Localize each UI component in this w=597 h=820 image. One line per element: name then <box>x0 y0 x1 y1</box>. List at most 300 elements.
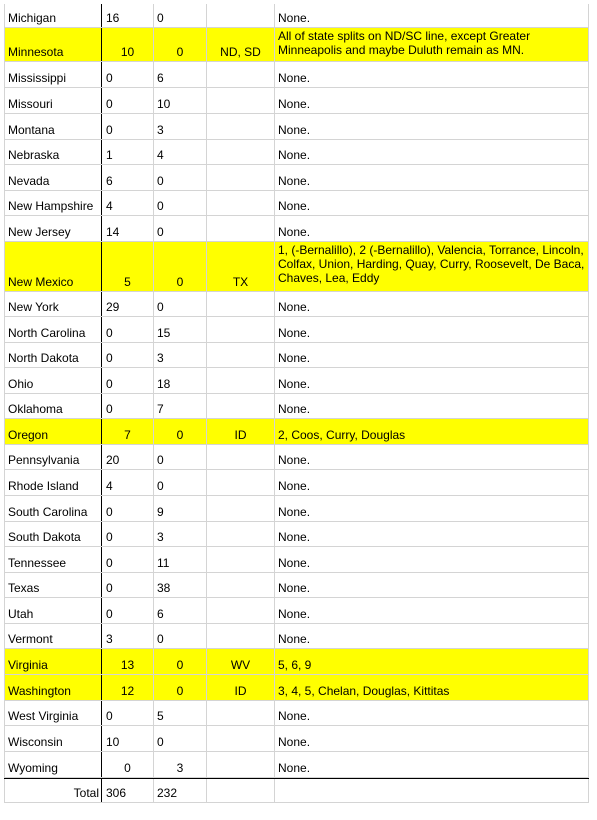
value-b-cell-text: 18 <box>157 377 171 391</box>
note-cell-text: None. <box>278 479 311 493</box>
value-a-cell-text: 5 <box>124 275 131 289</box>
value-b-cell[interactable] <box>153 191 206 215</box>
to-state-cell-text: WV <box>230 658 251 672</box>
state-cell-text: Minnesota <box>8 45 64 59</box>
value-a-cell-text: 12 <box>120 684 135 698</box>
note-cell[interactable] <box>274 343 589 367</box>
state-cell[interactable] <box>4 88 101 113</box>
value-a-cell[interactable] <box>101 394 153 418</box>
to-state-cell[interactable] <box>206 368 274 393</box>
value-b-cell[interactable] <box>153 368 206 393</box>
note-cell-text: None. <box>278 505 311 519</box>
state-cell-text: Washington <box>8 684 71 698</box>
value-b-cell[interactable] <box>153 598 206 623</box>
note-cell-text: All of state splits on ND/SC line, except Greater Minneapolis and maybe Duluth remain as MN. <box>278 29 531 57</box>
state-cell-text: Oklahoma <box>8 402 63 416</box>
value-a-cell[interactable] <box>101 114 153 139</box>
note-cell-text: None. <box>278 402 311 416</box>
value-b-cell[interactable] <box>153 522 206 546</box>
note-cell-text: 5, 6, 9 <box>278 658 312 672</box>
value-a-cell-text: 7 <box>124 428 131 442</box>
table-row <box>4 522 589 547</box>
value-a-cell[interactable] <box>101 649 153 674</box>
value-b-cell-text: 3 <box>157 351 164 365</box>
note-cell-text: None. <box>278 453 311 467</box>
total-b-cell-text: 232 <box>157 786 178 800</box>
value-b-cell[interactable] <box>153 216 206 241</box>
state-cell[interactable] <box>4 343 101 367</box>
to-state-cell[interactable] <box>206 675 274 700</box>
value-b-cell-text: 0 <box>176 275 184 289</box>
note-cell-text: None. <box>278 199 311 213</box>
value-a-cell-text: 0 <box>124 761 131 775</box>
value-b-cell[interactable] <box>153 701 206 725</box>
note-cell[interactable] <box>274 4 589 27</box>
state-cell-text: Rhode Island <box>8 479 79 493</box>
value-b-cell[interactable] <box>153 726 206 751</box>
to-state-cell-text: ID <box>234 428 247 442</box>
value-b-cell-text: 0 <box>157 225 164 239</box>
note-cell-text: None. <box>278 326 311 340</box>
state-cell-text: Wyoming <box>8 761 58 775</box>
value-a-cell[interactable] <box>101 547 153 572</box>
value-a-cell-text: 20 <box>106 453 120 467</box>
note-cell[interactable] <box>274 445 589 469</box>
state-cell-text: Missouri <box>8 97 53 111</box>
note-cell[interactable] <box>274 292 589 316</box>
value-b-cell[interactable] <box>153 470 206 495</box>
to-state-cell[interactable] <box>206 242 274 291</box>
value-a-cell[interactable] <box>101 419 153 444</box>
state-cell-text: South Dakota <box>8 530 81 544</box>
total-a-cell-text: 306 <box>106 786 127 800</box>
value-a-cell-text: 0 <box>106 351 113 365</box>
value-a-cell[interactable] <box>101 598 153 623</box>
state-cell[interactable] <box>4 114 101 139</box>
value-b-cell[interactable] <box>153 547 206 572</box>
total-b-cell[interactable] <box>153 779 206 802</box>
value-a-cell[interactable] <box>101 317 153 342</box>
value-b-cell-text: 0 <box>157 735 164 749</box>
table-row <box>4 28 589 62</box>
value-a-cell-text: 3 <box>106 632 113 646</box>
value-b-cell-text: 0 <box>176 45 184 59</box>
value-a-cell-text: 4 <box>106 199 113 213</box>
table-row <box>4 317 589 343</box>
value-a-cell[interactable] <box>101 368 153 393</box>
table-row <box>4 419 589 445</box>
value-b-cell[interactable] <box>153 343 206 367</box>
note-cell-text: None. <box>278 351 311 365</box>
note-cell-text: None. <box>278 123 311 137</box>
table-row <box>4 114 589 140</box>
state-cell-text: Wisconsin <box>8 735 63 749</box>
note-cell[interactable] <box>274 675 589 700</box>
value-a-cell-text: 0 <box>106 97 113 111</box>
note-cell[interactable] <box>274 317 589 342</box>
value-b-cell-text: 0 <box>157 632 164 646</box>
state-cell[interactable] <box>4 292 101 316</box>
note-cell[interactable] <box>274 470 589 495</box>
value-a-cell[interactable] <box>101 701 153 725</box>
to-state-cell[interactable] <box>206 216 274 241</box>
note-cell[interactable] <box>274 394 589 418</box>
note-cell-text: None. <box>278 761 311 775</box>
value-b-cell-text: 10 <box>157 97 171 111</box>
value-b-cell[interactable] <box>153 752 206 777</box>
value-a-cell-text: 16 <box>106 11 120 25</box>
to-state-cell[interactable] <box>206 726 274 751</box>
value-a-cell[interactable] <box>101 752 153 777</box>
total-a-cell[interactable] <box>101 779 153 802</box>
to-state-cell[interactable] <box>206 752 274 777</box>
note-cell-text: None. <box>278 71 311 85</box>
table-row <box>4 598 589 624</box>
state-cell-text: New Jersey <box>8 225 71 239</box>
note-cell[interactable] <box>274 28 589 61</box>
to-state-cell[interactable] <box>206 419 274 444</box>
note-cell-text: None. <box>278 174 311 188</box>
total-label-cell[interactable] <box>4 779 101 802</box>
state-cell[interactable] <box>4 752 101 777</box>
note-cell-text: None. <box>278 556 311 570</box>
note-cell[interactable] <box>274 140 589 164</box>
to-state-cell[interactable] <box>206 292 274 316</box>
table-row <box>4 216 589 242</box>
state-cell-text: West Virginia <box>8 709 79 723</box>
note-cell[interactable] <box>274 649 589 674</box>
to-state-cell[interactable] <box>206 114 274 139</box>
state-cell[interactable] <box>4 445 101 469</box>
value-b-cell[interactable] <box>153 114 206 139</box>
to-state-cell[interactable] <box>206 701 274 725</box>
value-a-cell[interactable] <box>101 470 153 495</box>
value-b-cell-text: 7 <box>157 402 164 416</box>
to-state-cell[interactable] <box>206 28 274 61</box>
state-cell-text: Michigan <box>8 11 57 25</box>
to-state-cell[interactable] <box>206 140 274 164</box>
table-row <box>4 343 589 368</box>
note-cell-text: None. <box>278 300 311 314</box>
note-cell[interactable] <box>274 368 589 393</box>
value-b-cell-text: 5 <box>157 709 164 723</box>
note-cell[interactable] <box>274 191 589 215</box>
table-row <box>4 368 589 394</box>
value-b-cell[interactable] <box>153 317 206 342</box>
value-a-cell-text: 0 <box>106 377 113 391</box>
table-row <box>4 4 589 28</box>
table-row <box>4 88 589 114</box>
value-a-cell[interactable] <box>101 191 153 215</box>
value-b-cell[interactable] <box>153 419 206 444</box>
note-cell[interactable] <box>274 573 589 597</box>
value-a-cell[interactable] <box>101 496 153 521</box>
note-cell[interactable] <box>274 752 589 777</box>
state-cell[interactable] <box>4 624 101 648</box>
value-b-cell-text: 4 <box>157 148 164 162</box>
value-a-cell-text: 0 <box>106 607 113 621</box>
state-cell[interactable] <box>4 649 101 674</box>
state-cell-text: Oregon <box>8 428 49 442</box>
note-cell-text: None. <box>278 11 311 25</box>
value-b-cell[interactable] <box>153 649 206 674</box>
value-a-cell-text: 10 <box>120 45 135 59</box>
value-b-cell[interactable] <box>153 445 206 469</box>
table-row <box>4 394 589 419</box>
state-cell-text: Vermont <box>8 632 53 646</box>
value-b-cell[interactable] <box>153 675 206 700</box>
value-b-cell-text: 0 <box>157 479 164 493</box>
value-b-cell-text: 0 <box>176 428 184 442</box>
state-cell-text: Tennessee <box>8 556 67 570</box>
state-cell-text: North Dakota <box>8 351 79 365</box>
value-a-cell-text: 0 <box>106 402 113 416</box>
value-a-cell-text: 10 <box>106 735 120 749</box>
value-a-cell-text: 0 <box>106 581 113 595</box>
note-cell[interactable] <box>274 701 589 725</box>
value-a-cell[interactable] <box>101 242 153 291</box>
note-cell[interactable] <box>274 216 589 241</box>
note-cell[interactable] <box>274 114 589 139</box>
note-cell[interactable] <box>274 547 589 572</box>
state-cell[interactable] <box>4 165 101 190</box>
state-cell[interactable] <box>4 496 101 521</box>
value-a-cell[interactable] <box>101 216 153 241</box>
state-cell[interactable] <box>4 522 101 546</box>
value-b-cell-text: 0 <box>157 300 164 314</box>
value-a-cell-text: 0 <box>106 556 113 570</box>
value-b-cell[interactable] <box>153 242 206 291</box>
value-b-cell-text: 11 <box>157 556 170 570</box>
value-a-cell-text: 0 <box>106 505 113 519</box>
table-row <box>4 547 589 573</box>
note-cell-text: 3, 4, 5, Chelan, Douglas, Kittitas <box>278 684 450 698</box>
total-row <box>4 778 589 803</box>
value-b-cell[interactable] <box>153 394 206 418</box>
note-cell-text: None. <box>278 377 311 391</box>
to-state-cell[interactable] <box>206 343 274 367</box>
to-state-cell[interactable] <box>206 4 274 27</box>
value-b-cell[interactable] <box>153 62 206 87</box>
value-b-cell[interactable] <box>153 165 206 190</box>
value-a-cell[interactable] <box>101 522 153 546</box>
table-row <box>4 624 589 649</box>
to-state-cell-text: ND, SD <box>220 45 261 59</box>
to-state-cell[interactable] <box>206 470 274 495</box>
table-row <box>4 242 589 292</box>
note-cell[interactable] <box>274 522 589 546</box>
table-row <box>4 445 589 470</box>
value-b-cell-text: 3 <box>176 761 184 775</box>
state-cell-text: Pennsylvania <box>8 453 80 467</box>
value-a-cell[interactable] <box>101 445 153 469</box>
to-state-cell[interactable] <box>206 165 274 190</box>
state-cell[interactable] <box>4 368 101 393</box>
total-to-cell[interactable] <box>206 779 274 802</box>
state-cell[interactable] <box>4 573 101 597</box>
total-note-cell[interactable] <box>274 779 589 802</box>
value-a-cell-text: 0 <box>106 123 113 137</box>
value-b-cell-text: 3 <box>157 530 164 544</box>
state-cell[interactable] <box>4 675 101 700</box>
note-cell-text: None. <box>278 581 311 595</box>
value-a-cell[interactable] <box>101 28 153 61</box>
value-b-cell-text: 0 <box>176 684 184 698</box>
value-b-cell[interactable] <box>153 4 206 27</box>
note-cell[interactable] <box>274 88 589 113</box>
value-a-cell-text: 13 <box>120 658 135 672</box>
state-cell[interactable] <box>4 216 101 241</box>
state-cell[interactable] <box>4 598 101 623</box>
table-row <box>4 496 589 522</box>
note-cell[interactable] <box>274 598 589 623</box>
value-b-cell[interactable] <box>153 28 206 61</box>
value-a-cell-text: 0 <box>106 71 113 85</box>
to-state-cell-text: ID <box>234 684 247 698</box>
state-cell[interactable] <box>4 28 101 61</box>
state-cell-text: Texas <box>8 581 40 595</box>
note-cell-text: None. <box>278 530 311 544</box>
note-cell[interactable] <box>274 62 589 87</box>
state-cell-text: Montana <box>8 123 55 137</box>
to-state-cell[interactable] <box>206 317 274 342</box>
state-cell[interactable] <box>4 62 101 87</box>
value-a-cell-text: 6 <box>106 174 113 188</box>
value-a-cell[interactable] <box>101 140 153 164</box>
value-a-cell-text: 14 <box>106 225 120 239</box>
table-row <box>4 140 589 165</box>
note-cell[interactable] <box>274 624 589 648</box>
table-row <box>4 752 589 778</box>
to-state-cell-text: TX <box>232 275 249 289</box>
state-cell[interactable] <box>4 470 101 495</box>
value-a-cell[interactable] <box>101 88 153 113</box>
table-row <box>4 165 589 191</box>
table-row <box>4 675 589 701</box>
value-b-cell-text: 0 <box>157 174 164 188</box>
state-cell[interactable] <box>4 140 101 164</box>
value-a-cell[interactable] <box>101 292 153 316</box>
table-row <box>4 470 589 496</box>
value-b-cell[interactable] <box>153 88 206 113</box>
value-b-cell[interactable] <box>153 496 206 521</box>
state-cell[interactable] <box>4 317 101 342</box>
value-b-cell-text: 0 <box>157 199 164 213</box>
table-row <box>4 191 589 216</box>
value-a-cell-text: 1 <box>106 148 113 162</box>
to-state-cell[interactable] <box>206 547 274 572</box>
value-b-cell-text: 0 <box>157 11 164 25</box>
state-cell[interactable] <box>4 191 101 215</box>
table-row <box>4 726 589 752</box>
value-b-cell[interactable] <box>153 292 206 316</box>
state-cell-text: New Mexico <box>8 275 74 289</box>
table-row <box>4 573 589 598</box>
note-cell-text: 1, (-Bernalillo), 2 (-Bernalillo), Valencia, Torrance, Lincoln, Colfax, Union, Harding, Quay, Curry, Roosevelt, De Baca, Chaves, Lea, Eddy <box>278 243 585 285</box>
value-a-cell-text: 0 <box>106 326 113 340</box>
note-cell[interactable] <box>274 419 589 444</box>
state-cell[interactable] <box>4 242 101 291</box>
spreadsheet-table <box>4 4 589 803</box>
state-cell-text: Ohio <box>8 377 34 391</box>
value-b-cell-text: 6 <box>157 71 164 85</box>
state-cell[interactable] <box>4 547 101 572</box>
value-b-cell[interactable] <box>153 140 206 164</box>
note-cell-text: None. <box>278 607 311 621</box>
note-cell-text: None. <box>278 735 311 749</box>
value-b-cell[interactable] <box>153 573 206 597</box>
value-b-cell[interactable] <box>153 624 206 648</box>
note-cell[interactable] <box>274 496 589 521</box>
note-cell[interactable] <box>274 165 589 190</box>
state-cell[interactable] <box>4 394 101 418</box>
table-row <box>4 292 589 317</box>
value-b-cell-text: 15 <box>157 326 171 340</box>
state-cell-text: South Carolina <box>8 505 88 519</box>
state-cell[interactable] <box>4 701 101 725</box>
to-state-cell[interactable] <box>206 191 274 215</box>
table-row <box>4 649 589 675</box>
value-a-cell-text: 0 <box>106 530 113 544</box>
note-cell[interactable] <box>274 242 589 291</box>
state-cell-text: Utah <box>8 607 34 621</box>
state-cell-text: Virginia <box>8 658 48 672</box>
total-label-cell-text: Total <box>73 786 99 800</box>
to-state-cell[interactable] <box>206 394 274 418</box>
to-state-cell[interactable] <box>206 649 274 674</box>
to-state-cell[interactable] <box>206 573 274 597</box>
note-cell-text: None. <box>278 225 311 239</box>
state-cell[interactable] <box>4 4 101 27</box>
note-cell-text: None. <box>278 148 311 162</box>
to-state-cell[interactable] <box>206 496 274 521</box>
state-cell[interactable] <box>4 419 101 444</box>
table-row <box>4 701 589 726</box>
table-row <box>4 62 589 88</box>
to-state-cell[interactable] <box>206 522 274 546</box>
state-cell-text: New Hampshire <box>8 199 94 213</box>
value-b-cell-text: 9 <box>157 505 164 519</box>
value-a-cell-text: 4 <box>106 479 113 493</box>
value-a-cell[interactable] <box>101 573 153 597</box>
value-a-cell[interactable] <box>101 624 153 648</box>
value-a-cell[interactable] <box>101 4 153 27</box>
note-cell-text: None. <box>278 709 311 723</box>
value-b-cell-text: 0 <box>157 453 164 467</box>
note-cell-text: None. <box>278 632 311 646</box>
state-cell[interactable] <box>4 726 101 751</box>
value-a-cell[interactable] <box>101 726 153 751</box>
state-cell-text: Nevada <box>8 174 50 188</box>
value-b-cell-text: 6 <box>157 607 164 621</box>
value-a-cell-text: 29 <box>106 300 120 314</box>
note-cell[interactable] <box>274 726 589 751</box>
value-b-cell-text: 38 <box>157 581 171 595</box>
value-a-cell[interactable] <box>101 675 153 700</box>
to-state-cell[interactable] <box>206 445 274 469</box>
to-state-cell[interactable] <box>206 624 274 648</box>
value-a-cell[interactable] <box>101 165 153 190</box>
note-cell-text: 2, Coos, Curry, Douglas <box>278 428 406 442</box>
to-state-cell[interactable] <box>206 62 274 87</box>
to-state-cell[interactable] <box>206 598 274 623</box>
note-cell-text: None. <box>278 97 311 111</box>
to-state-cell[interactable] <box>206 88 274 113</box>
value-a-cell[interactable] <box>101 343 153 367</box>
value-a-cell[interactable] <box>101 62 153 87</box>
state-cell-text: New York <box>8 300 59 314</box>
state-cell-text: Mississippi <box>8 71 67 85</box>
